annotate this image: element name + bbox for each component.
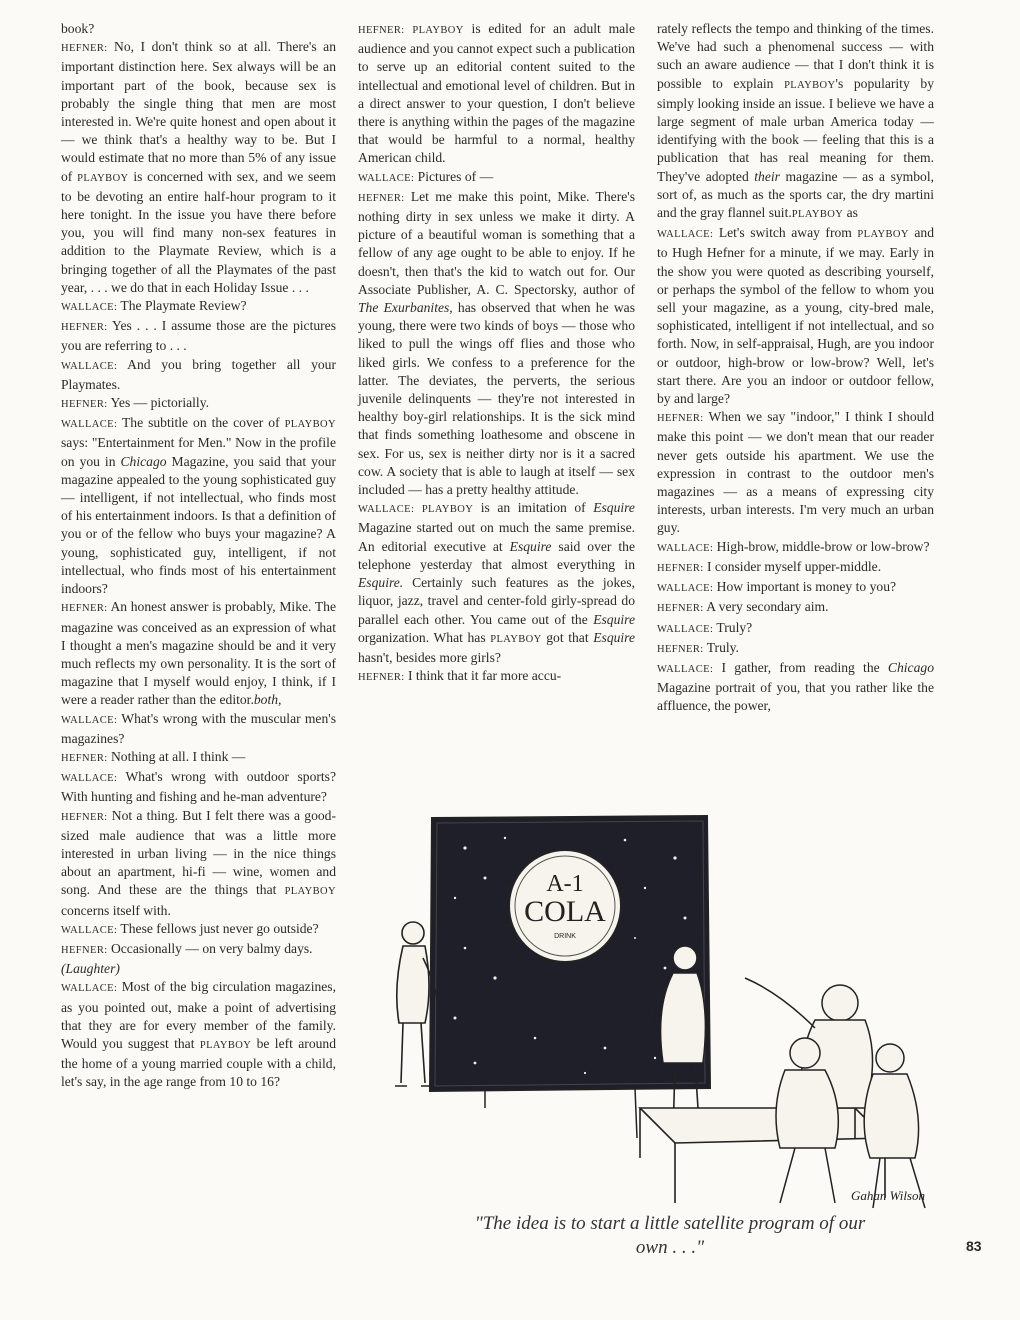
dialogue-paragraph — [358, 188, 635, 499]
paragraph-text: organization. What has — [358, 629, 491, 645]
dialogue-paragraph — [61, 414, 336, 598]
speaker-label: WALLACE: — [657, 663, 714, 675]
cap-drink-text: DRINK — [554, 933, 576, 940]
seated-men-group — [745, 978, 925, 1208]
speaker-label: HEFNER: — [61, 944, 108, 956]
speaker-label: WALLACE: — [657, 542, 714, 554]
cartoon-caption: "The idea is to start a little satellite program of our own . . ." — [474, 1213, 866, 1258]
paragraph-text: Nothing at all. I think — — [107, 748, 246, 764]
paragraph-text: is edited for an adult male audience and you cannot expect such a publication to serve up an editorial content suited to the intellectual and emotional level of children. But in a direct answer to your question, I don't believe there is anything within the pages of the magazine that would be harmful to a normal, healthy American child. — [358, 21, 635, 166]
paragraph-text: is an imitation of — [473, 500, 594, 516]
paragraph-text: Magazine portrait of you, that you rather like the affluence, the power, — [657, 680, 934, 714]
paragraph-text: Most of the big circulation magazines, as you pointed out, make a point of advertising that they are for every member of the family. Would you suggest that — [61, 979, 336, 1051]
paragraph-text: The Playmate Review? — [117, 298, 247, 314]
italic-text: Chicago — [120, 453, 167, 469]
paragraph-text: High-brow, middle-brow or low-brow? — [713, 538, 930, 554]
dialogue-paragraph — [657, 538, 934, 558]
paragraph-text: Certainly such features as the jokes, liquor, jazz, travel and center-fold girly-spread do parallel each other. You came out of the — [358, 575, 635, 627]
paragraph-text: is concerned with sex, and we seem to be devoting an entire half-hour program to it here tonight. In the issue you have there before you, you will find many non-sex features in addition to the Playmate Review, which is a bringing together of all the Playmates of the past year, . . . we do that in each Holiday Issue . . . — [61, 168, 336, 295]
paragraph-text: Truly. — [703, 639, 739, 655]
speaker-label: WALLACE: — [61, 924, 118, 936]
text-column-1 — [61, 20, 336, 1092]
dialogue-paragraph — [61, 960, 336, 978]
dialogue-paragraph — [657, 598, 934, 618]
italic-text: both, — [253, 692, 282, 708]
speaker-label: WALLACE: — [61, 419, 118, 431]
dialogue-paragraph — [358, 20, 635, 168]
paragraph-text: What's wrong with the muscular men's magazines? — [61, 710, 336, 746]
speaker-label: HEFNER: — [358, 672, 405, 684]
speaker-label: HEFNER: — [61, 752, 108, 764]
speaker-label: WALLACE: — [61, 773, 118, 785]
text-column-2 — [358, 20, 635, 687]
cartoon-illustration — [385, 808, 955, 1213]
paragraph-text: A very secondary aim. — [703, 599, 829, 615]
paragraph-text: 's popularity by simply looking inside an issue. I believe we have a large segment of male urban America today — identifying with the book — feeling that this is a publication that has real meaning for them. They've adopted — [657, 75, 934, 184]
speaker-label: HEFNER: — [358, 192, 405, 204]
speaker-label: HEFNER: — [657, 643, 704, 655]
paragraph-text: An honest answer is probably, — [107, 599, 280, 615]
dialogue-paragraph — [61, 317, 336, 355]
speaker-label: HEFNER: — [61, 322, 108, 334]
paragraph-text: says: "Entertainment for Men." Now in the profile on you in — [61, 435, 336, 469]
magazine-name: PLAYBOY — [784, 79, 836, 91]
dialogue-paragraph — [358, 168, 635, 188]
paragraph-text: Truly? — [713, 619, 753, 635]
text-column-3 — [657, 20, 934, 716]
cap-brand-text: A-1 — [546, 871, 584, 897]
paragraph-text: Not a thing. But I felt there was a good-sized male audience that was a little more interested in urban living — in the nice things about an apartment, hi-fi — wine, women and song. And these are the things that — [61, 807, 336, 898]
paragraph-text: has observed that when he was young, there were two kinds of boys — those who liked to pull the wings off flies and those who liked girls. We confess to a preference for the latter. The deviates, the perverts, the serious juvenile delinquents — they're not interested in healthy boy-girl relationships. It is the sick mind that finds something loathesome and obscene in sex. For us, sex is neither dirty nor is it a sacred cow. A society that is able to laugh at itself — sex included — has a pretty healthy attitude. — [358, 300, 635, 498]
italic-text: Chicago — [887, 659, 934, 675]
dialogue-paragraph — [358, 667, 635, 687]
magazine-name: PLAYBOY — [199, 1039, 252, 1051]
italic-text: their — [754, 168, 780, 184]
dialogue-paragraph — [657, 578, 934, 598]
paragraph-text: got that — [541, 629, 594, 645]
paragraph-text: These fellows just never go outside? — [117, 920, 319, 936]
speaker-label: HEFNER: — [61, 603, 108, 615]
dialogue-paragraph — [657, 20, 934, 224]
dialogue-paragraph — [61, 978, 336, 1091]
paragraph-text — [414, 500, 422, 515]
dialogue-paragraph — [61, 940, 336, 960]
paragraph-text: Let me make this point, Mike. There's nothing dirty in sex unless we make it dirty. A picture of a beautiful woman is something that a fellow of any age ought to be able to enjoy. If he doesn't, then that's the kid to watch out for. Our Associate Publisher, A. C. Spectorsky, author of — [358, 188, 635, 297]
speaker-label: HEFNER: — [657, 562, 704, 574]
italic-text: Esquire — [593, 500, 635, 516]
dialogue-paragraph — [657, 408, 934, 537]
paragraph-text: said over the telephone yesterday that almost everything in — [358, 538, 635, 572]
speaker-label: WALLACE: — [657, 583, 714, 595]
speaker-label: WALLACE: — [358, 172, 415, 184]
dialogue-paragraph — [61, 710, 336, 748]
paragraph-text: When we say "indoor," I think I should make this point — we don't mean that our reader never gets outside his apartment. We use the expression in contrast to the outdoor men's magazines — as a means of expressing city interests, urban interests. I'm very much an urban guy. — [657, 409, 934, 536]
paragraph-text: I consider myself upper-middle. — [703, 558, 882, 574]
magazine-name: PLAYBOY — [791, 209, 844, 221]
speaker-label: WALLACE: — [61, 302, 118, 314]
magazine-name: PLAYBOY — [490, 633, 542, 645]
speaker-label: WALLACE: — [61, 983, 118, 995]
paragraph-text: magazine — as a symbol, sort of, as much as the sports car, the dry martini and the gray flannel suit. — [657, 168, 935, 221]
speaker-label: HEFNER: — [657, 603, 704, 615]
magazine-name: PLAYBOY — [412, 25, 464, 36]
speaker-label: HEFNER: — [657, 413, 704, 425]
paragraph-text: Pictures of — — [414, 168, 494, 184]
speaker-label: WALLACE: — [657, 229, 714, 241]
dialogue-paragraph — [657, 558, 934, 578]
paragraph-text: Occasionally — on very balmy days. — [107, 940, 313, 956]
paragraph-text: I think that it far more accu- — [404, 668, 562, 684]
dialogue-paragraph — [61, 598, 336, 709]
speaker-label: HEFNER: — [358, 25, 405, 36]
speaker-label: WALLACE: — [657, 623, 714, 635]
italic-text: The Exurbanites, — [358, 300, 453, 316]
dialogue-paragraph — [61, 297, 336, 317]
paragraph-text: The subtitle on the cover of — [117, 415, 285, 431]
speaker-label: WALLACE: — [61, 360, 118, 372]
paragraph-text: Let's switch away from — [713, 225, 858, 241]
italic-text: Esquire. — [358, 575, 404, 591]
paragraph-text: Yes . . . I assume those are the pictures you are referring to . . . — [61, 318, 336, 354]
paragraph-text: What's wrong with outdoor sports? With hunting and fishing and he-man adventure? — [61, 769, 336, 805]
paragraph-text: I gather, from reading the — [713, 659, 888, 675]
paragraph-text: as — [843, 205, 858, 221]
italic-text: Esquire — [593, 629, 636, 645]
speaker-label: WALLACE: — [61, 714, 118, 726]
dialogue-paragraph — [61, 394, 336, 414]
paragraph-text: No, I don't think so at all. There's an important distinction here. Sex always will be an important part of the book, because sex is probably the single thing that men are most interested in. We're quite honest and open about it — we think that's a healthy way to be. But I would estimate that no more than 5% of any issue of — [61, 39, 336, 184]
speaker-label: HEFNER: — [61, 43, 108, 55]
paragraph-text: Magazine started out on much the same premise. An editorial executive at — [358, 520, 635, 554]
dialogue-paragraph — [61, 748, 336, 768]
artist-signature: Gahan Wilson — [850, 1188, 925, 1203]
magazine-name: PLAYBOY — [284, 886, 336, 898]
dialogue-paragraph — [657, 619, 934, 639]
cap-product-text: COLA — [524, 895, 606, 928]
paragraph-text: concerns itself with. — [61, 902, 171, 918]
magazine-name: PLAYBOY — [421, 504, 474, 516]
magazine-name: PLAYBOY — [857, 229, 909, 241]
magazine-name: PLAYBOY — [77, 172, 129, 184]
paragraph-text: and to Hugh Hefner for a minute, if we may. Early in the show you were quoted as describing yourself, or perhaps the symbol of the fellow to whom you sell your magazine, as a young, city-bred male, sophisticated, intelligent if not intellectual, and so forth. Now, in self-appraisal, Hugh, are you indoor or outdoor, high-brow or low-brow? Well, let's start there. Are you an indoor or outdoor fellow, by and large? — [657, 225, 934, 407]
dialogue-paragraph — [657, 659, 934, 716]
dialogue-paragraph — [61, 920, 336, 940]
dialogue-paragraph — [61, 807, 336, 920]
dialogue-paragraph — [358, 499, 635, 667]
paragraph-text: Magazine, you said that your magazine appealed to the young sophisticated guy — intelligent, if not intellectual, who finds most of his entertainment indoors. Is that a definition of you or of the fellow who buys your magazine? A young, sophisticated guy, intelligent, if not intellectual, who finds most of his entertainment indoors? — [61, 453, 336, 597]
paragraph-text: Mike. The magazine was conceived as an expression of what I thought a men's magazine should be and it very much reflects my own personality. It is the sort of magazine that I myself would enjoy, I think, if I were a reader rather than the editor. — [61, 599, 336, 708]
dialogue-paragraph — [61, 356, 336, 394]
page-number: 83 — [966, 1238, 982, 1254]
table — [640, 1108, 885, 1203]
italic-text: Esquire — [593, 611, 635, 627]
paragraph-text: rately reflects the tempo and thinking of the times. We've had such a phenomenal success — with such an aware audience — that I don't think it is possible to explain — [657, 21, 934, 91]
paragraph-text: book? — [61, 21, 95, 36]
dialogue-paragraph — [657, 639, 934, 659]
paragraph-text: How important is money to you? — [713, 579, 897, 595]
paragraph-text: And you bring together all your Playmates. — [61, 356, 336, 392]
speaker-label: HEFNER: — [61, 811, 108, 823]
paragraph-text: be left around the home of a young married couple with a child, let's say, in the age range from 10 to 16? — [61, 1035, 337, 1090]
paragraph-text: Yes — pictorially. — [107, 395, 210, 411]
italic-text: Esquire — [509, 538, 552, 554]
magazine-name: PLAYBOY — [284, 419, 336, 431]
dialogue-paragraph — [61, 768, 336, 806]
speaker-label: WALLACE: — [358, 504, 415, 516]
paragraph-text: hasn't, besides more girls? — [358, 649, 501, 665]
dialogue-paragraph — [657, 224, 934, 408]
dialogue-paragraph — [61, 38, 336, 297]
panel-stand — [485, 1088, 637, 1138]
dialogue-paragraph — [61, 20, 336, 38]
speaker-label: HEFNER: — [61, 399, 108, 411]
italic-text: (Laughter) — [61, 961, 120, 977]
